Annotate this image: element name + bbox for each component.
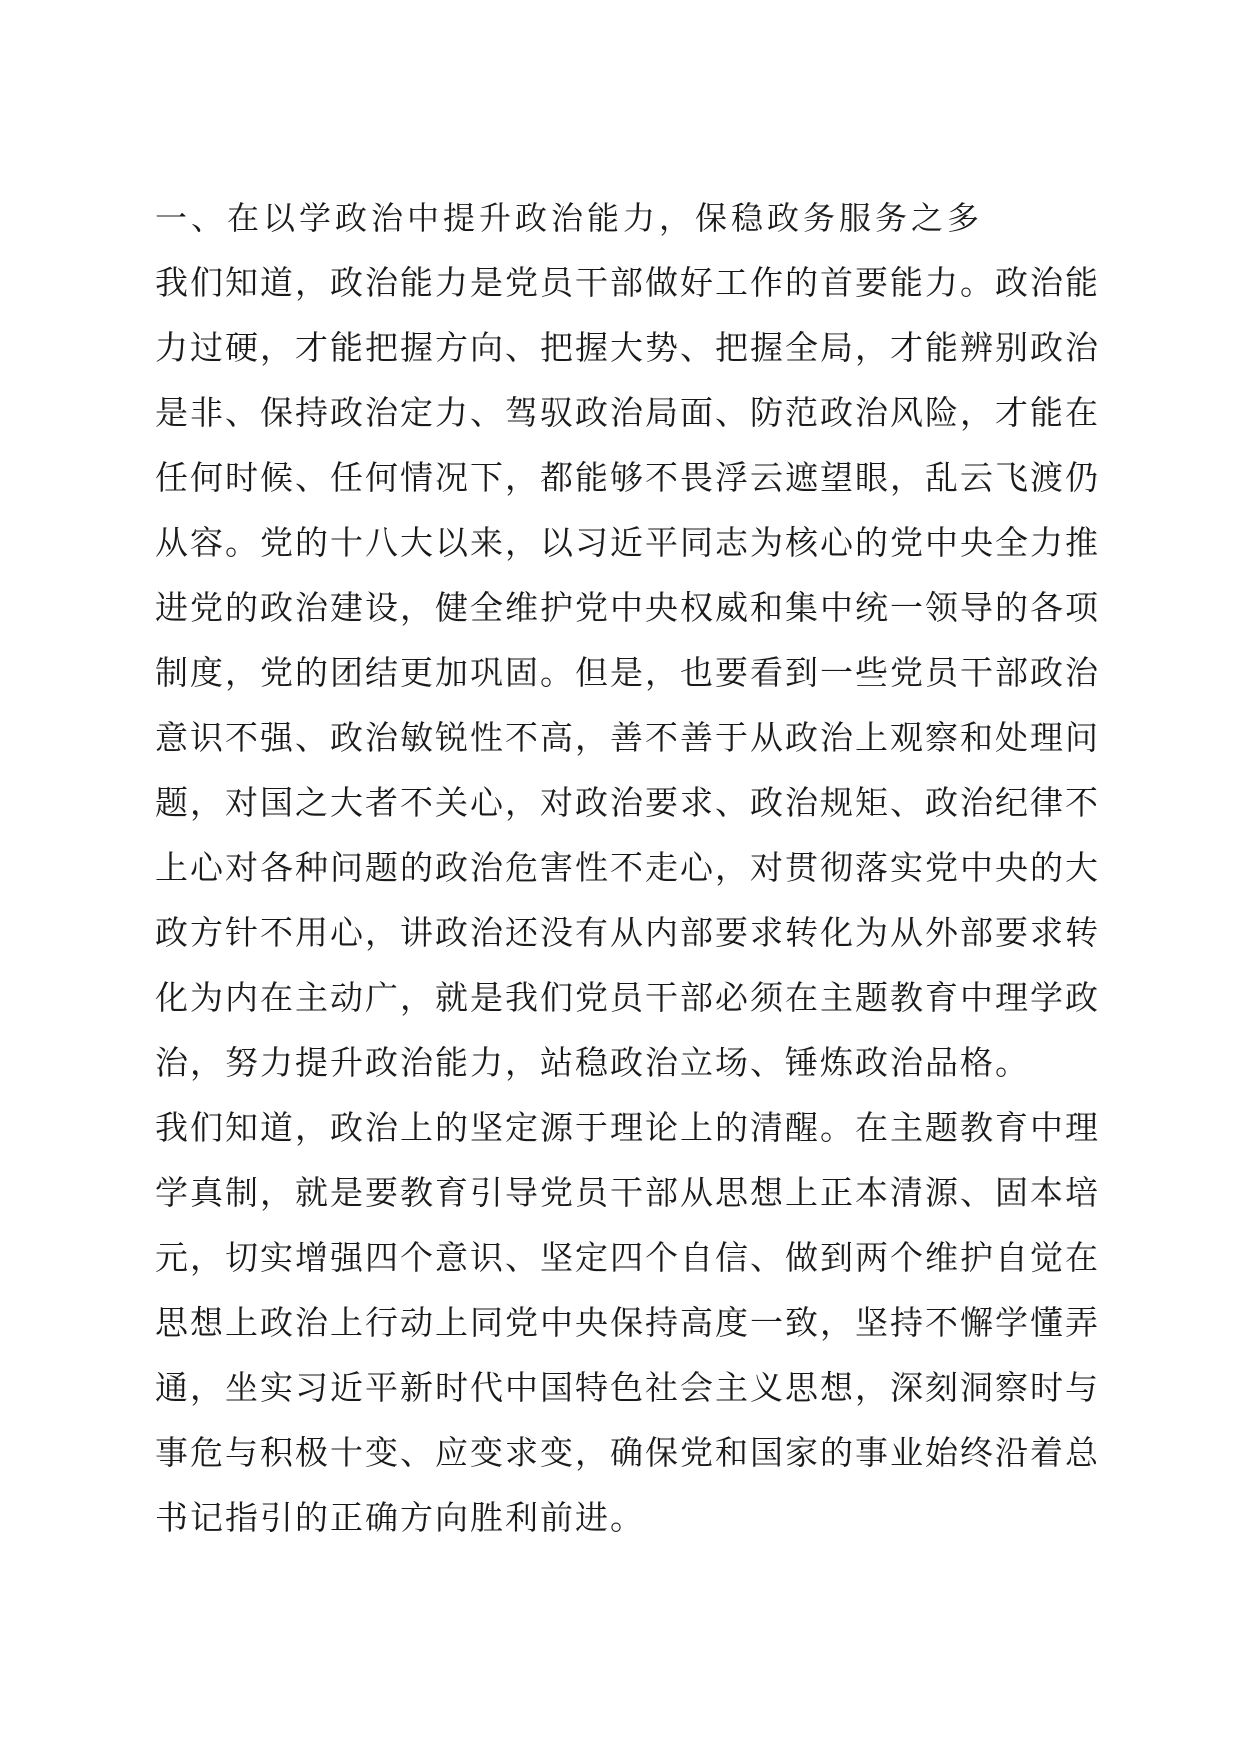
text-line: 意识不强、政治敏锐性不高，善不善于从政治上观察和处理问 [155,718,1100,757]
text-line: 政方针不用心，讲政治还没有从内部要求转化为从外部要求转 [155,913,1100,952]
text-line: 事危与积极十变、应变求变，确保党和国家的事业始终沿着总 [155,1433,1100,1472]
text-line: 是非、保持政治定力、驾驭政治局面、防范政治风险，才能在 [155,393,1100,432]
text-line: 思想上政治上行动上同党中央保持高度一致，坚持不懈学懂弄 [155,1303,1100,1342]
section-heading: 一、在以学政治中提升政治能力，保稳政务服务之多 [155,199,984,237]
paragraph-2 [155,1095,1100,1550]
text-line: 题，对国之大者不关心，对政治要求、政治规矩、政治纪律不 [155,783,1100,822]
text-line: 力过硬，才能把握方向、把握大势、把握全局，才能辨别政治 [155,328,1100,367]
text-line: 从容。党的十八大以来，以习近平同志为核心的党中央全力推 [155,523,1100,562]
text-line: 我们知道，政治能力是党员干部做好工作的首要能力。政治能 [155,263,1100,302]
text-line: 书记指引的正确方向胜利前进。 [155,1498,645,1537]
text-line: 治，努力提升政治能力，站稳政治立场、锤炼政治品格。 [155,1043,1030,1082]
text-line: 制度，党的团结更加巩固。但是，也要看到一些党员干部政治 [155,653,1100,692]
text-line: 上心对各种问题的政治危害性不走心，对贯彻落实党中央的大 [155,848,1100,887]
text-line: 通，坐实习近平新时代中国特色社会主义思想，深刻洞察时与 [155,1368,1100,1407]
text-line: 我们知道，政治上的坚定源于理论上的清醒。在主题教育中理 [155,1108,1100,1147]
text-line: 进党的政治建设，健全维护党中央权威和集中统一领导的各项 [155,588,1100,627]
text-line: 任何时候、任何情况下，都能够不畏浮云遮望眼，乱云飞渡仍 [155,458,1100,497]
text-line: 元，切实增强四个意识、坚定四个自信、做到两个维护自觉在 [155,1238,1100,1277]
text-line: 学真制，就是要教育引导党员干部从思想上正本清源、固本培 [155,1173,1100,1212]
paragraph-1 [155,250,1100,1095]
document-body [155,186,1100,1550]
text-line: 化为内在主动广，就是我们党员干部必须在主题教育中理学政 [155,978,1100,1017]
